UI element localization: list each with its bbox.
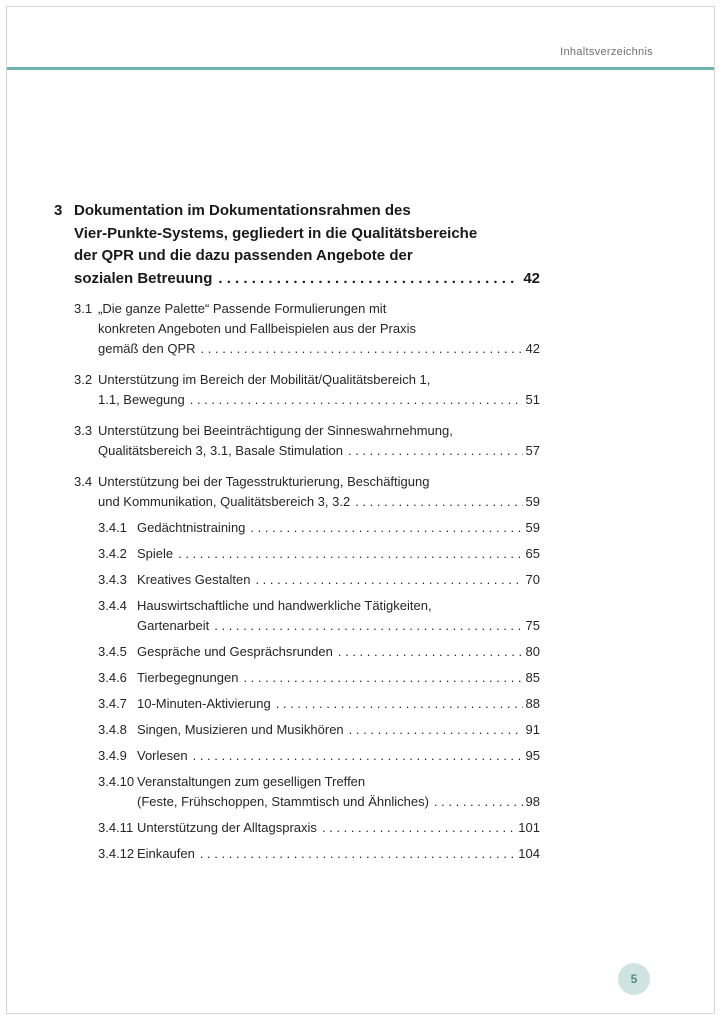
chapter-title-line: der QPR und die dazu passenden Angebote der: [74, 247, 413, 264]
dot-leader: [190, 390, 523, 410]
subsection-number: 3.4.7: [98, 696, 127, 711]
dot-leader: [243, 668, 522, 688]
dot-leader: [214, 616, 522, 636]
section-page-number: 59: [525, 494, 540, 509]
chapter-title-line: sozialen Betreuung: [74, 269, 213, 287]
subsection-page-number: 59: [525, 520, 540, 535]
section-number: 3.1: [74, 301, 93, 316]
subsection-number: 3.4.2: [98, 546, 127, 561]
subsection-title: Hauswirtschaftliche und handwerkliche Tätigkeiten,: [137, 598, 432, 613]
chapter-title-line: Vier-Punkte-Systems, gegliedert in die Qualitätsbereiche: [74, 224, 478, 242]
section-page-number: 42: [525, 341, 540, 356]
subsection-number: 3.4.10: [98, 774, 135, 789]
subsection-page-number: 85: [525, 670, 540, 685]
section-title-line: Unterstützung bei Beeinträchtigung der Sinneswahrnehmung,: [98, 423, 453, 438]
section-title-line: Qualitätsbereich 3, 3.1, Basale Stimulation: [98, 443, 343, 458]
subsection-title: Veranstaltungen zum geselligen Treffen: [137, 774, 366, 789]
toc-subsection-3-4-6[interactable]: [54, 668, 540, 688]
subsection-title: Singen, Musizieren und Musikhören: [137, 722, 344, 737]
subsection-number: 3.4.1: [98, 520, 127, 535]
section-title-line: konkreten Angeboten und Fallbeispielen aus der Praxis: [98, 321, 416, 336]
subsection-title: Tierbegegnungen: [137, 670, 239, 685]
dot-leader: [201, 339, 523, 359]
toc-subsection-3-4-2[interactable]: [54, 544, 540, 564]
subsection-page-number: 80: [525, 644, 540, 659]
toc-section-3-2[interactable]: [54, 370, 540, 410]
toc-subsection-3-4-4[interactable]: [54, 596, 540, 636]
toc-subsection-3-4-12[interactable]: [54, 844, 540, 864]
subsection-page-number: 91: [525, 722, 540, 737]
toc-chapter-3[interactable]: [54, 200, 540, 290]
section-title-line: Unterstützung bei der Tagesstrukturierung, Beschäftigung: [98, 474, 430, 489]
subsection-page-number: 101: [518, 820, 540, 835]
subsection-number: 3.4.3: [98, 572, 127, 587]
toc-subsection-3-4-10[interactable]: [54, 772, 540, 812]
subsection-title: 10-Minuten-Aktivierung: [137, 696, 271, 711]
toc-subsection-3-4-3[interactable]: [54, 570, 540, 590]
section-page-number: 51: [525, 392, 540, 407]
section-number: 3.2: [74, 372, 93, 387]
subsection-page-number: 104: [518, 846, 540, 861]
running-head: Inhaltsverzeichnis: [560, 46, 653, 58]
subsection-title: Spiele: [137, 546, 174, 561]
dot-leader: [200, 844, 515, 864]
subsection-title: Unterstützung der Alltagspraxis: [137, 820, 317, 835]
dot-leader: [348, 441, 523, 461]
toc-subsection-3-4-11[interactable]: [54, 818, 540, 838]
toc-section-3-3[interactable]: [54, 421, 540, 461]
subsection-number: 3.4.6: [98, 670, 127, 685]
subsection-title: (Feste, Frühschoppen, Stammtisch und Ähnliches): [137, 794, 429, 809]
section-page-number: 57: [525, 443, 540, 458]
subsection-number: 3.4.9: [98, 748, 127, 763]
toc-section-3-4[interactable]: [54, 472, 540, 512]
subsection-title: Gedächtnistraining: [137, 520, 246, 535]
subsection-page-number: 75: [525, 618, 540, 633]
dot-leader: [355, 492, 522, 512]
table-of-contents: [54, 200, 540, 864]
dot-leader: [218, 268, 519, 291]
subsection-number: 3.4.12: [98, 846, 135, 861]
subsection-number: 3.4.11: [98, 820, 134, 835]
subsection-page-number: 95: [525, 748, 540, 763]
section-number: 3.4: [74, 474, 93, 489]
subsection-number: 3.4.5: [98, 644, 127, 659]
subsection-number: 3.4.8: [98, 722, 127, 737]
subsection-page-number: 65: [525, 546, 540, 561]
dot-leader: [349, 720, 523, 740]
toc-subsection-3-4-5[interactable]: [54, 642, 540, 662]
header-rule: [7, 67, 714, 70]
dot-leader: [276, 694, 523, 714]
chapter-page-number: 42: [523, 269, 540, 287]
subsection-page-number: 98: [525, 794, 540, 809]
toc-subsection-3-4-8[interactable]: [54, 720, 540, 740]
dot-leader: [255, 570, 522, 590]
subsection-title: Kreatives Gestalten: [137, 572, 251, 587]
toc-subsection-3-4-1[interactable]: [54, 518, 540, 538]
toc-subsection-3-4-7[interactable]: [54, 694, 540, 714]
dot-leader: [322, 818, 515, 838]
subsection-title: Einkaufen: [137, 846, 195, 861]
page-number-badge: 5: [618, 963, 650, 995]
chapter-title-line: Dokumentation im Dokumentationsrahmen des: [74, 202, 411, 219]
dot-leader: [193, 746, 523, 766]
section-number: 3.3: [74, 423, 93, 438]
subsection-title: Vorlesen: [137, 748, 188, 763]
subsection-title: Gartenarbeit: [137, 618, 210, 633]
section-title-line: und Kommunikation, Qualitätsbereich 3, 3.2: [98, 494, 351, 509]
section-title-line: gemäß den QPR: [98, 341, 196, 356]
subsection-page-number: 70: [525, 572, 540, 587]
dot-leader: [178, 544, 522, 564]
subsection-title: Gespräche und Gesprächsrunden: [137, 644, 333, 659]
dot-leader: [338, 642, 523, 662]
subsection-number: 3.4.4: [98, 598, 127, 613]
dot-leader: [434, 792, 523, 812]
chapter-number: 3: [54, 202, 63, 219]
toc-section-3-1[interactable]: [54, 299, 540, 359]
section-title-line: Unterstützung im Bereich der Mobilität/Qualitätsbereich 1,: [98, 372, 431, 387]
dot-leader: [250, 518, 522, 538]
section-title-line: 1.1, Bewegung: [98, 392, 185, 407]
subsection-page-number: 88: [525, 696, 540, 711]
section-title-line: „Die ganze Palette“ Passende Formulierungen mit: [98, 301, 387, 316]
toc-subsection-3-4-9[interactable]: [54, 746, 540, 766]
